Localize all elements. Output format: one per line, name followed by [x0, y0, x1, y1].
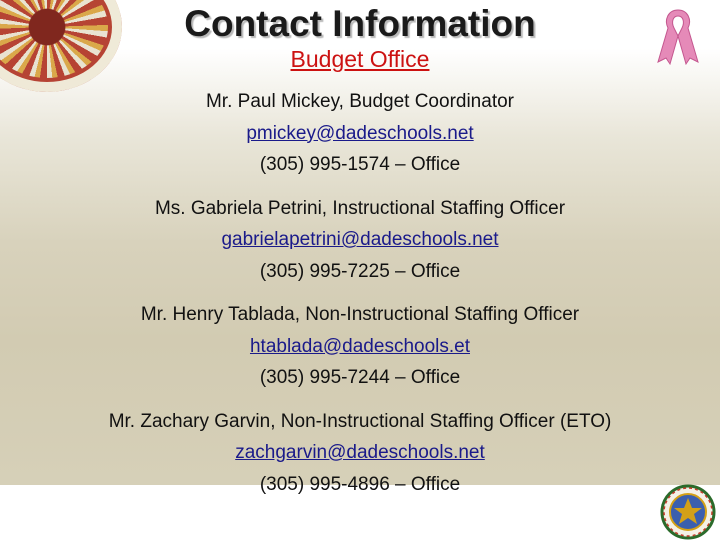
- contact-list: [0, 86, 720, 500]
- contact-name-title: Mr. Henry Tablada, Non-Instructional Staffing Officer: [140, 304, 580, 325]
- page-subtitle: Budget Office: [290, 46, 430, 72]
- contact-card: [0, 299, 720, 394]
- page-title: Contact Information: [184, 3, 536, 44]
- contact-phone: (305) 995-7244 – Office: [259, 367, 461, 388]
- contact-phone: (305) 995-1574 – Office: [259, 154, 461, 175]
- contact-phone: (305) 995-7225 – Office: [259, 260, 461, 282]
- contact-name-title: Mr. Paul Mickey, Budget Coordinator: [205, 91, 514, 112]
- email-link[interactable]: gabrielapetrini@dadeschools.net: [221, 229, 499, 250]
- contact-phone: (305) 995-4896 – Office: [259, 473, 461, 495]
- contact-card: [0, 406, 720, 501]
- email-link[interactable]: pmickey@dadeschools.net: [246, 122, 474, 144]
- leadership-seal-logo: [652, 478, 720, 540]
- contact-name-title: Ms. Gabriela Petrini, Instructional Staffing Officer: [154, 197, 566, 219]
- contact-card: [0, 86, 720, 181]
- contact-name-title: Mr. Zachary Garvin, Non-Instructional Staffing Officer (ETO): [108, 410, 612, 432]
- email-link[interactable]: zachgarvin@dadeschools.net: [235, 442, 485, 463]
- email-link[interactable]: htablada@dadeschools.et: [249, 335, 470, 357]
- contact-card: [0, 193, 720, 288]
